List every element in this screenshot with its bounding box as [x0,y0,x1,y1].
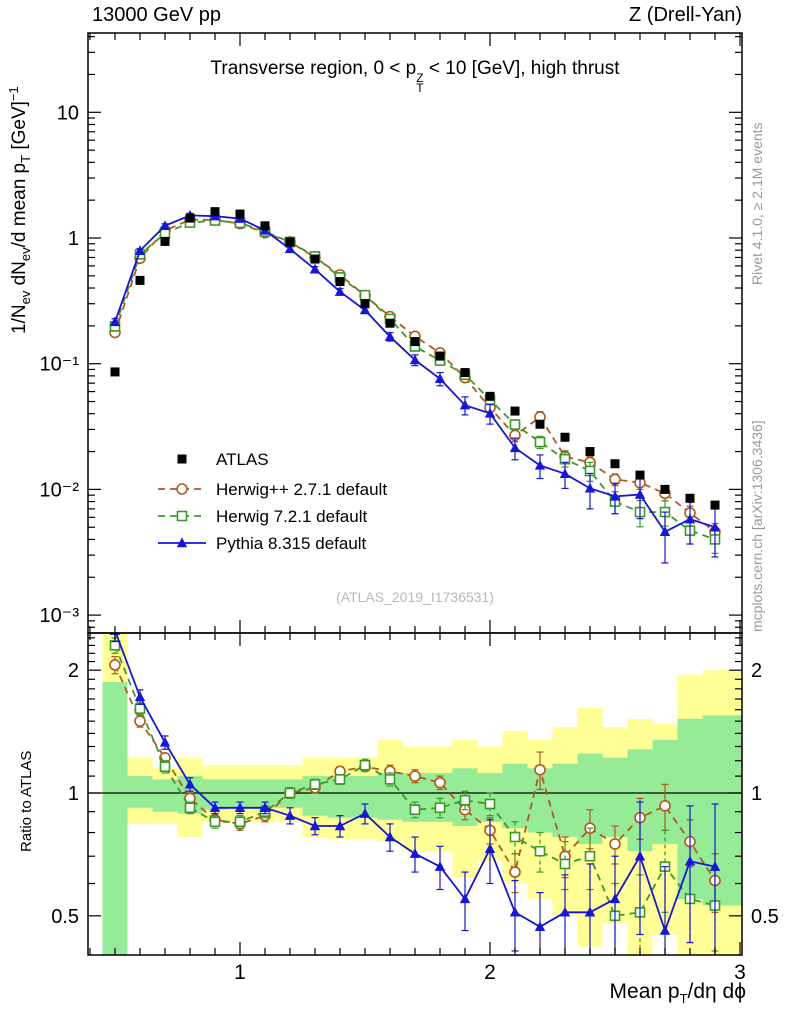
marker [535,921,545,931]
y-tick-label: 1 [67,228,79,250]
y-tick-label: 10⁻¹ [39,353,79,376]
marker [286,237,295,246]
marker [135,691,145,701]
x-axis-label: Mean $p_T/d\eta$ dϕ [609,980,746,1006]
ratio-tick-label-right: 2 [751,660,763,683]
marker [511,833,520,842]
marker [536,847,545,856]
marker [535,460,545,470]
legend [158,450,387,553]
process-label: Z (Drell-Yan) [629,4,742,26]
marker [536,420,545,429]
marker [186,214,195,223]
marker [410,771,420,781]
marker [661,485,670,494]
panel-title-sub: T [416,81,424,95]
x-tick-label: 3 [734,961,746,984]
band-inner [503,764,528,828]
marker [286,789,295,798]
x-tick-label: 1 [234,961,246,984]
ratio-uncertainty-bands [103,633,743,960]
herwig-7-2-1-default-main [111,216,720,553]
mcplots-reference-note: mcplots.cern.ch [arXiv:1306.3436] [749,420,765,632]
herwig-2-7-1-default-main [110,215,720,542]
marker [178,512,187,521]
marker [361,761,370,770]
marker [535,765,545,775]
marker [311,780,320,789]
marker [435,373,445,383]
marker [211,207,220,216]
marker [435,778,445,788]
band-inner [153,779,178,811]
marker [361,299,370,308]
panel-title-post: < 10 [GeV], high thrust [423,58,620,79]
ratio-tick-label-right: 0.5 [751,905,779,928]
panel-title-supsub [416,73,423,93]
marker [136,276,145,285]
marker [435,861,445,871]
marker [711,501,720,510]
marker [386,319,395,328]
marker [386,775,395,784]
marker [461,796,470,805]
marker [411,805,420,814]
marker [236,210,245,219]
marker [561,859,570,868]
marker [160,737,170,747]
marker [511,407,520,416]
ratio-tick-label-left: 1 [67,783,79,805]
marker [686,494,695,503]
y-tick-label: 10⁻² [39,479,79,502]
band-inner [603,758,628,837]
beam-energy-label: 13000 GeV pp [92,4,221,26]
legend-label: Pythia 8.315 default [216,534,367,553]
pythia-8-315-default-main [110,210,720,563]
analysis-id-watermark: (ATLAS_2019_I1736531) [336,589,494,605]
marker [336,277,345,286]
panel-title-pre: Transverse region, 0 < p [210,58,417,79]
marker [186,803,195,812]
marker [236,817,245,826]
marker [436,803,445,812]
pythia-8-315-default-main-line [115,215,715,531]
marker [510,867,520,877]
band-inner [703,715,743,905]
marker [660,801,670,811]
legend-label: ATLAS [216,450,269,469]
legend-label: Herwig 7.2.1 default [216,507,368,526]
marker [177,484,187,494]
marker [511,420,520,429]
marker [178,455,187,464]
marker [411,337,420,346]
y-axis-label: $1/N_{ev}$ $dN_{ev}/d$ mean $p_T$ [GeV]$^{-1}$ [6,86,33,334]
band-inner [103,682,128,960]
rivet-version-note: Rivet 4.1.0, ≥ 2.1M events [749,122,765,285]
marker [586,852,595,861]
marker [336,775,345,784]
herwig-7-2-1-default-main-line [115,221,715,540]
marker [585,483,595,493]
marker [510,907,520,917]
ratio-tick-label-left: 0.5 [51,905,79,928]
y-tick-label: 10⁻³ [39,605,79,628]
ratio-tick-label-right: 1 [751,783,763,805]
x-tick-label: 2 [484,961,496,984]
marker [486,799,495,808]
marker [461,368,470,377]
marker [636,471,645,480]
herwig-2-7-1-default-main-line [115,220,715,532]
marker [311,255,320,264]
marker [561,433,570,442]
marker [261,221,270,230]
marker [486,392,495,401]
band-inner [128,776,153,808]
marker [361,291,370,300]
marker [211,817,220,826]
marker [536,438,545,447]
marker [111,641,120,650]
marker [161,762,170,771]
marker [111,367,120,376]
panel-title [88,58,742,93]
marker [610,839,620,849]
ratio-tick-label-left: 2 [67,660,79,683]
marker [161,237,170,246]
ratio-axis-label: Ratio to ATLAS [18,750,35,852]
marker [110,660,120,670]
panel-title-sup: Z [416,71,424,85]
marker [611,459,620,468]
marker [136,704,145,713]
marker [436,352,445,361]
y-tick-label: 10 [56,102,79,125]
marker [586,447,595,456]
legend-label: Herwig++ 2.7.1 default [216,480,388,499]
